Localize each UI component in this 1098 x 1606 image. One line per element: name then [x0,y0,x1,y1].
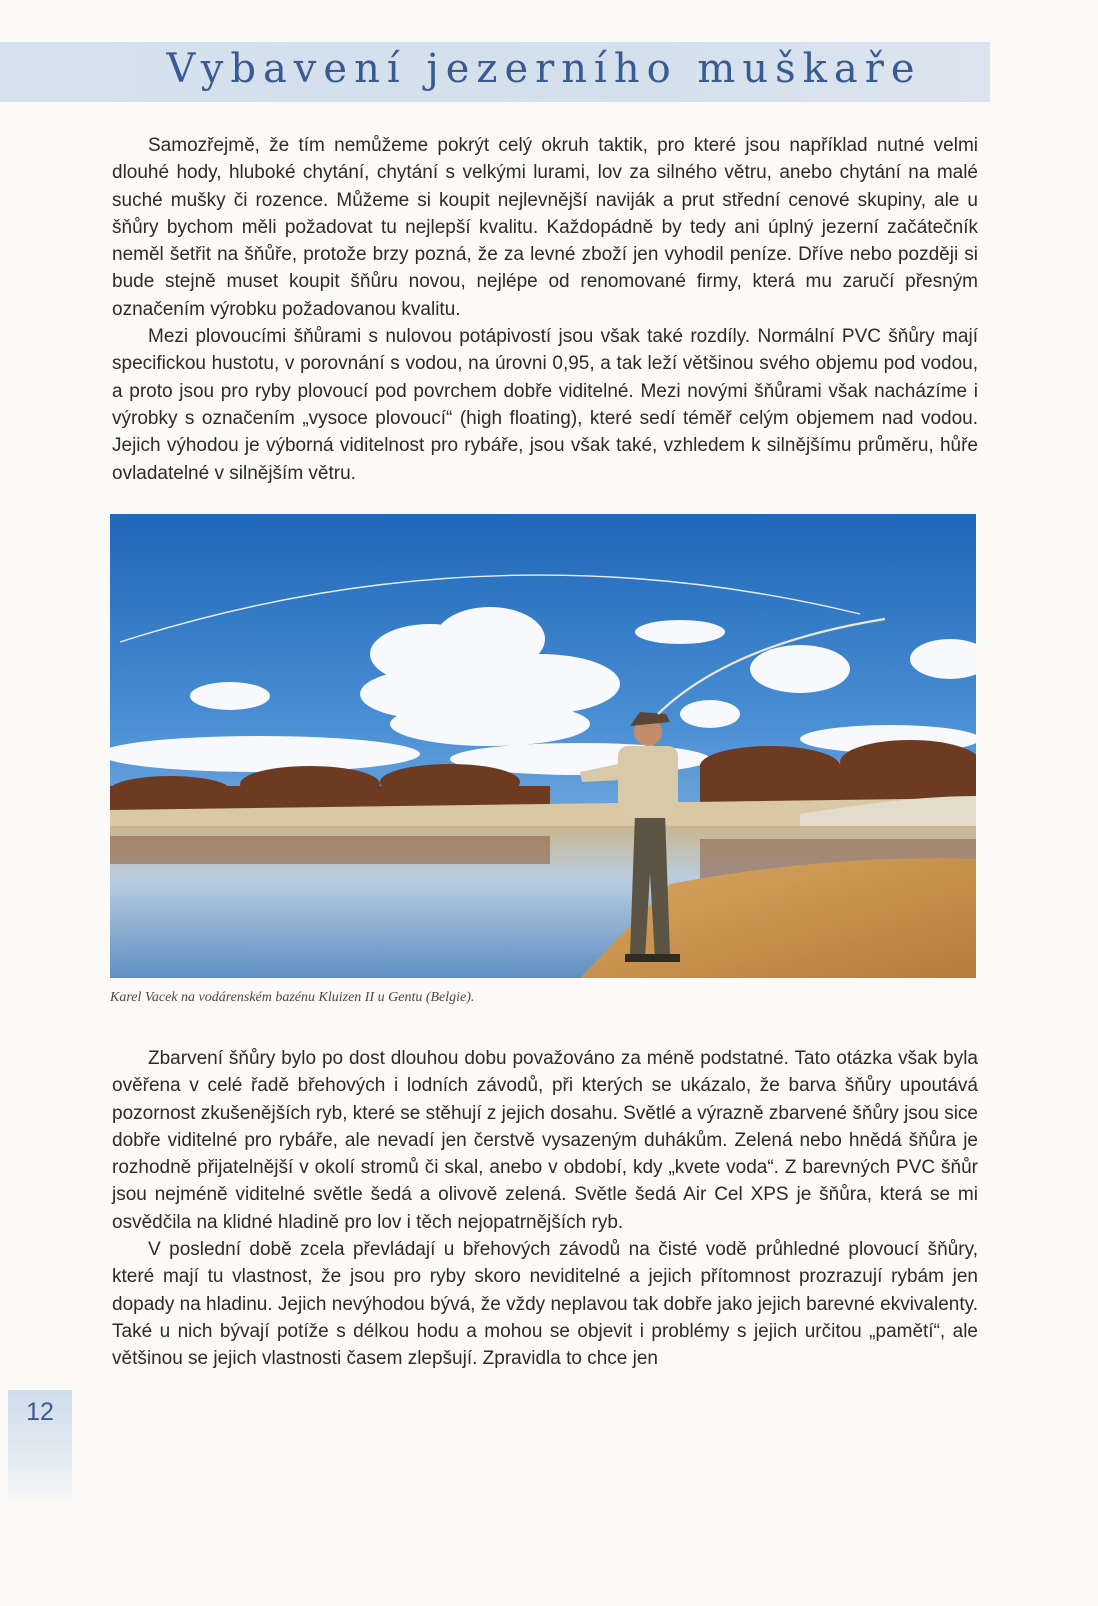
page-number: 12 [26,1398,54,1426]
body-text-top [112,132,978,487]
fly-fishing-photo [110,514,976,978]
photo-caption: Karel Vacek na vodárenském bazénu Kluizen II u Gentu (Belgie). [110,990,475,1005]
paragraph: V poslední době zcela převládají u břehových závodů na čisté vodě průhledné plovoucí šňůry, které mají tu vlastnost, že jsou pro ryby skoro neviditelné a jejich přítomnost prozrazují rybám jen dopady na hladinu. Jejich nevýhodou bývá, že vždy neplavou tak dobře jako jejich barevné ekvivalenty. Také u nich bývají potíže s délkou hodu a mohou se objevit i problémy s jejich určitou „pamětí“, ale většinou se jejich vlastnosti časem zlepšují. Zpravidla to chce jen [112,1239,978,1370]
chapter-title: Vybavení jezerního muškaře [166,46,922,92]
paragraph: Samozřejmě, že tím nemůžeme pokrýt celý okruh taktik, pro které jsou například nutné velmi dlouhé hody, hluboké chytání, chytání s velkými lurami, lov za silného větru, anebo chytání na malé suché mušky či rozence. Můžeme si koupit nejlevnější naviják a prut střední cenové skupiny, ale u šňůry bychom měli požadovat tu nejlepší kvalitu. Každopádně by tedy ani úplný jezerní začátečník neměl šetřit na šňůře, protože brzy pozná, že za levné zboží jen vyhodil peníze. Dříve nebo později si bude stejně muset koupit šňůru novou, nejlépe od renomované firmy, která mu zaručí přesným označením výrobku požadovanou kvalitu. [112,135,978,320]
paragraph: Zbarvení šňůry bylo po dost dlouhou dobu považováno za méně podstatné. Tato otázka však byla ověřena v celé řadě břehových i lodních závodů, při kterých se ukázalo, že barva šňůry upoutává pozornost zkušenějších ryb, které se stěhují z jejich dosahu. Světlé a výrazně zbarvené šňůry jsou sice dobře viditelné pro rybáře, ale nevadí jen čerstvě vysazeným duhákům. Zelená nebo hnědá šňůra je rozhodně přijatelnější v okolí stromů či skal, anebo v období, kdy „kvete voda“. Z barevných PVC šňůr jsou nejméně viditelné světle šedá a olivově zelená. Světle šedá Air Cel XPS je šňůra, která se mi osvědčila na klidné hladině pro lov i těch nejopatrnějších ryb. [112,1048,978,1233]
paragraph: Mezi plovoucími šňůrami s nulovou potápivostí jsou však také rozdíly. Normální PVC šňůry mají specifickou hustotu, v porovnání s vodou, na úrovni 0,95, a tak leží většinou svého objemu pod vodou, a proto jsou pro ryby plovoucí pod povrchem dobře viditelné. Mezi novými šňůrami však nacházíme i výrobky s označením „vysoce plovoucí“ (high floating), které sedí téměř celým objemem nad vodou. Jejich výhodou je výborná viditelnost pro rybáře, jsou však také, vzhledem k silnějšímu průměru, hůře ovladatelné v silnějším větru. [112,326,978,484]
body-text-bottom [112,1045,978,1373]
